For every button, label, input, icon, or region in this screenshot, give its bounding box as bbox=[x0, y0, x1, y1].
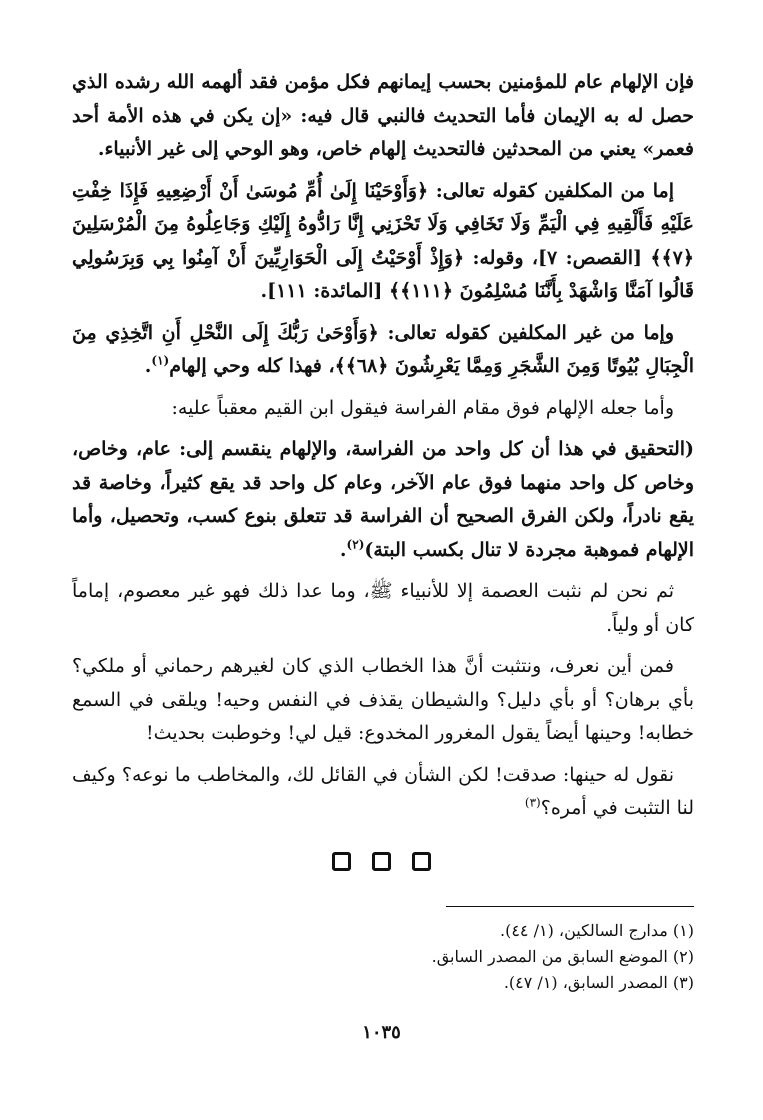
paragraph-text: فمن أين نعرف، ونتثبت أنَّ هذا الخطاب الذي كان لغيرهم رحماني أو ملكي؟ بأي برهان؟ أو بأي دليل؟ والشيطان يقذف في النفس وحيه! ويلقى في السمع خطابه! وحينها أيضاً يقول المغرور المخدوع: قيل لي! وخوطبت بحديث! bbox=[72, 655, 694, 744]
paragraph-8 bbox=[72, 759, 694, 826]
footnote-ref-2: (٢) bbox=[346, 537, 365, 552]
square-ornament-icon bbox=[412, 852, 431, 871]
paragraph-text: إما من المكلفين كقوله تعالى: ﴿وَأَوْحَيْنَا إِلَىٰ أُمِّ مُوسَىٰ أَنْ أَرْضِعِيهِ فَإِذَا خِفْتِ عَلَيْهِ فَأَلْقِيهِ فِي الْيَمِّ وَلَا تَخَافِي وَلَا تَحْزَنِي إِنَّا رَادُّوهُ إِلَيْكِ وَجَاعِلُوهُ مِنَ الْمُرْسَلِينَ ﴿٧﴾﴾ [القصص: ٧]، وقوله: ﴿وَإِذْ أَوْحَيْتُ إِلَى الْحَوَارِيِّينَ أَنْ آمِنُوا بِي وَبِرَسُولِي قَالُوا آمَنَّا وَاشْهَدْ بِأَنَّنَا مُسْلِمُونَ ﴿١١١﴾﴾ [المائدة: ١١١]. bbox=[72, 179, 694, 302]
paragraph-6 bbox=[72, 575, 694, 642]
paragraph-text: (التحقيق في هذا أن كل واحد من الفراسة، والإلهام ينقسم إلى: عام، وخاص، وخاص كل واحد منهما فوق عام الآخر، وعام كل واحد قد يقع كثيراً، وخاصة قد يقع نادراً، ولكن الفرق الصحيح أن الفراسة قد تتعلق بنوع كسب، وتحصيل، وأما الإلهام فموهبة مجردة لا تنال بكسب البتة) bbox=[72, 438, 694, 561]
section-separator bbox=[0, 852, 763, 875]
footnote-ref-1: (١) bbox=[151, 353, 170, 368]
square-ornament-icon bbox=[372, 852, 391, 871]
main-text bbox=[72, 66, 694, 834]
paragraph-end: . bbox=[144, 355, 152, 377]
paragraph-7 bbox=[72, 650, 694, 751]
paragraph-text: ثم نحن لم نثبت العصمة إلا للأنبياء ﷺ، وما عدا ذلك فهو غير معصوم، إماماً كان أو ولياً. bbox=[72, 580, 694, 636]
footnote-divider bbox=[446, 906, 694, 907]
paragraph-1 bbox=[72, 66, 694, 167]
footnote-2: (٢) الموضع السابق من المصدر السابق. bbox=[431, 947, 694, 966]
page-number: ١٠٣٥ bbox=[362, 1022, 401, 1043]
paragraph-text: وأما جعله الإلهام فوق مقام الفراسة فيقول ابن القيم معقباً عليه: bbox=[171, 396, 674, 419]
footnote-3: (٣) المصدر السابق، (١/ ٤٧). bbox=[503, 973, 694, 992]
paragraph-2 bbox=[72, 175, 694, 309]
footnotes bbox=[300, 918, 694, 996]
paragraph-text: وإما من غير المكلفين كقوله تعالى: ﴿وَأَوْحَىٰ رَبُّكَ إِلَى النَّحْلِ أَنِ اتَّخِذِي مِنَ الْجِبَالِ بُيُوتًا وَمِنَ الشَّجَرِ وَمِمَّا يَعْرِشُونَ ﴿٦٨﴾﴾، فهذا كله وحي إلهام bbox=[72, 321, 694, 377]
paragraph-3 bbox=[72, 317, 694, 384]
square-ornament-icon bbox=[332, 852, 351, 871]
paragraph-4 bbox=[72, 392, 694, 426]
paragraph-text: فإن الإلهام عام للمؤمنين بحسب إيمانهم فكل مؤمن فقد ألهمه الله رشده الذي حصل له به الإيمان فأما التحديث فالنبي قال فيه: «إن يكن في هذه الأمة أحد فعمر» يعني من المحدثين فالتحديث إلهام خاص، وهو الوحي إلى غير الأنبياء. bbox=[72, 71, 694, 160]
paragraph-5 bbox=[72, 433, 694, 567]
paragraph-end: . bbox=[339, 538, 347, 561]
paragraph-text: نقول له حينها: صدقت! لكن الشأن في القائل لك، والمخاطب ما نوعه؟ وكيف لنا التثبت في أمره؟ bbox=[72, 763, 694, 819]
footnote-1: (١) مدارج السالكين، (١/ ٤٤). bbox=[500, 921, 694, 940]
footnote-ref-3: (٣) bbox=[524, 795, 541, 810]
